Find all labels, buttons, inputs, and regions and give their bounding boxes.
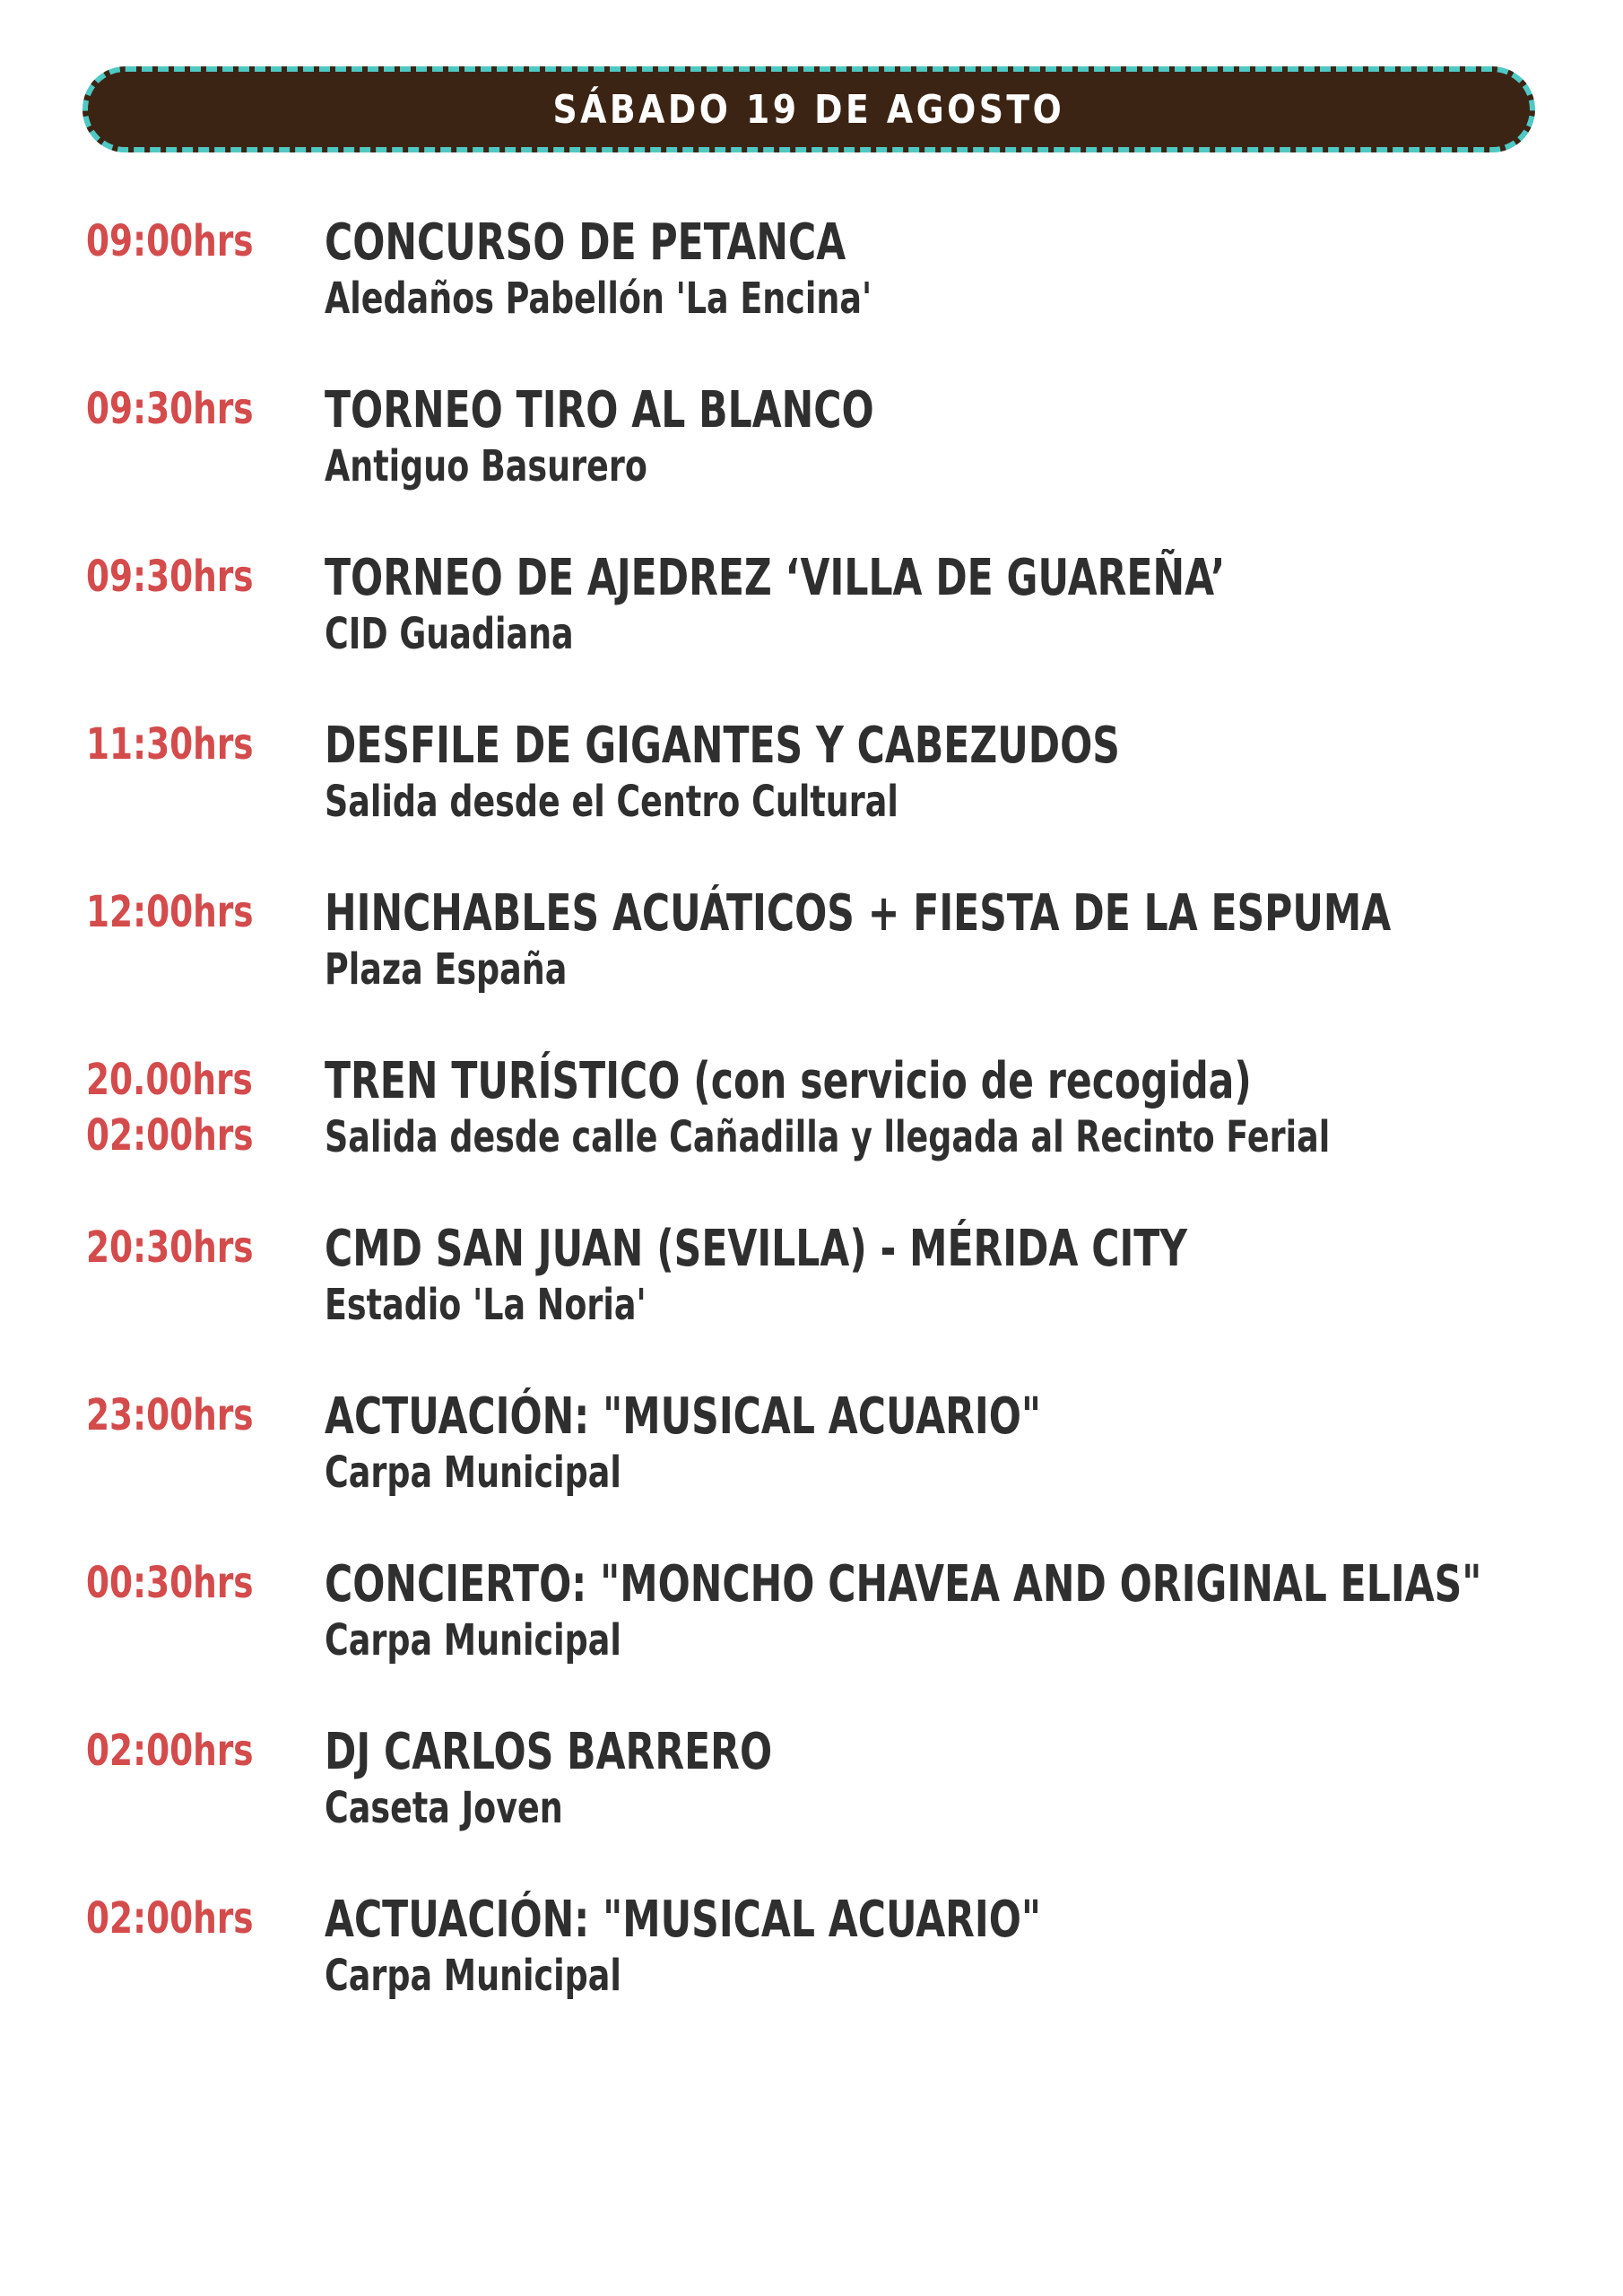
event-location: Carpa Municipal	[325, 1951, 621, 2001]
event-time: 23:00hrs	[86, 1390, 254, 1440]
event-times	[86, 1220, 337, 1275]
event-item	[0, 1555, 1623, 1723]
event-time: 12:00hrs	[86, 887, 254, 937]
event-times	[86, 1555, 337, 1611]
event-time: 09:00hrs	[86, 216, 254, 266]
event-item	[0, 1220, 1623, 1387]
event-time: 00:30hrs	[86, 1558, 254, 1608]
event-info	[325, 718, 1598, 830]
event-title: CONCIERTO: "MONCHO CHAVEA AND ORIGINAL ELIAS"	[325, 1555, 1482, 1613]
day-title: SÁBADO 19 DE AGOSTO	[552, 86, 1065, 133]
event-time: 11:30hrs	[86, 719, 254, 770]
event-info	[325, 551, 1598, 662]
event-location: Salida desde calle Cañadilla y llegada al Recinto Ferial	[325, 1112, 1331, 1162]
event-info	[325, 1054, 1598, 1165]
event-start-time: 20.00hrs	[86, 1055, 253, 1105]
event-info	[325, 1892, 1598, 2004]
event-item	[0, 884, 1623, 1052]
event-times	[86, 213, 337, 269]
event-location: Carpa Municipal	[325, 1615, 621, 1665]
event-info	[325, 1222, 1598, 1333]
event-location: Estadio 'La Noria'	[325, 1280, 647, 1330]
event-times	[86, 717, 337, 772]
event-info	[325, 383, 1598, 494]
event-item	[0, 1891, 1623, 2058]
event-title: DESFILE DE GIGANTES Y CABEZUDOS	[325, 717, 1120, 775]
event-time: 09:30hrs	[86, 384, 254, 434]
event-schedule	[0, 213, 1623, 2058]
event-title: ACTUACIÓN: "MUSICAL ACUARIO"	[325, 1891, 1042, 1949]
event-info	[325, 1725, 1598, 1836]
event-title: HINCHABLES ACUÁTICOS + FIESTA DE LA ESPUMA	[325, 884, 1392, 943]
event-item	[0, 549, 1623, 717]
event-location: CID Guadiana	[325, 609, 574, 659]
event-times	[86, 381, 337, 437]
event-times	[86, 1387, 337, 1443]
event-title: TORNEO DE AJEDREZ ‘VILLA DE GUAREÑA’	[325, 549, 1226, 607]
event-info	[325, 886, 1598, 997]
event-times	[86, 884, 337, 940]
event-item	[0, 1052, 1623, 1220]
event-time: 02:00hrs	[86, 1893, 254, 1944]
event-location: Caseta Joven	[325, 1783, 563, 1833]
event-title: CONCURSO DE PETANCA	[325, 213, 846, 272]
event-times	[86, 1891, 337, 1946]
event-time: 02:00hrs	[86, 1726, 254, 1776]
event-times	[86, 549, 337, 604]
event-item	[0, 213, 1623, 381]
event-item	[0, 381, 1623, 549]
event-time: 09:30hrs	[86, 552, 254, 602]
event-title: ACTUACIÓN: "MUSICAL ACUARIO"	[325, 1387, 1042, 1446]
event-times	[86, 1723, 337, 1779]
event-info	[325, 1557, 1598, 1668]
event-item	[0, 717, 1623, 884]
event-end-time: 02:00hrs	[86, 1110, 254, 1161]
event-location: Aledaños Pabellón 'La Encina'	[325, 274, 872, 324]
event-location: Carpa Municipal	[325, 1448, 621, 1498]
event-location: Salida desde el Centro Cultural	[325, 777, 898, 827]
event-title: CMD SAN JUAN (SEVILLA) - MÉRIDA CITY	[325, 1220, 1188, 1278]
event-info	[325, 1389, 1598, 1500]
event-times	[86, 1052, 337, 1163]
event-item	[0, 1723, 1623, 1891]
event-time: 20:30hrs	[86, 1222, 254, 1273]
event-item	[0, 1387, 1623, 1555]
event-location: Antiguo Basurero	[325, 441, 647, 491]
event-title: TREN TURÍSTICO (con servicio de recogida)	[325, 1052, 1252, 1110]
event-info	[325, 215, 1598, 326]
day-banner	[82, 66, 1535, 152]
event-location: Plaza España	[325, 944, 568, 995]
event-title: TORNEO TIRO AL BLANCO	[325, 381, 874, 439]
event-title: DJ CARLOS BARRERO	[325, 1723, 773, 1781]
